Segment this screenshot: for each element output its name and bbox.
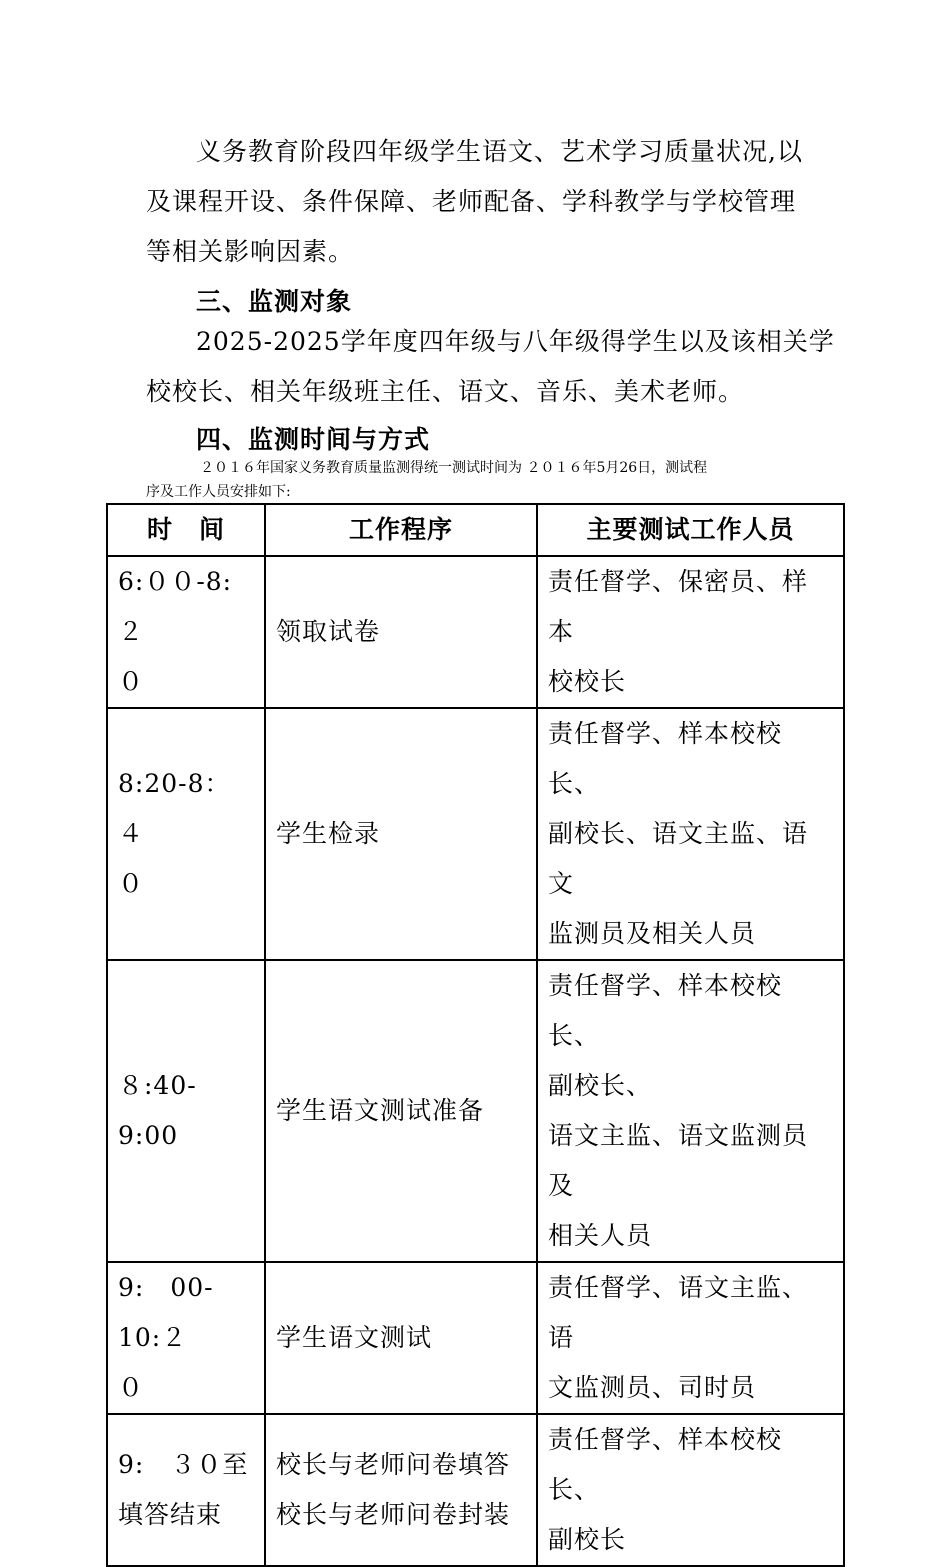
table-row [107, 1262, 844, 1414]
staff-text: 副校长、 [548, 1071, 653, 1100]
table-row [107, 960, 844, 1262]
procedure-text: 校长与老师问卷封装 [276, 1500, 511, 1529]
time-text: ０ [118, 667, 145, 696]
time-text: 9: 00-10:２ [118, 1273, 214, 1352]
scope-line-2: 及课程开设、条件保障、老师配备、学科教学与学校管理 [146, 187, 797, 216]
header-staff: 主要测试工作人员 [537, 504, 844, 556]
time-cell [107, 1414, 265, 1566]
staff-text: 监测员及相关人员 [548, 919, 757, 948]
time-text: ８:40-9:00 [118, 1071, 197, 1150]
staff-cell [537, 960, 844, 1262]
staff-text: 语文主监、语文监测员及 [548, 1121, 809, 1200]
header-time: 时 间 [107, 504, 265, 556]
procedure-text: 学生检录 [276, 819, 381, 848]
staff-cell [537, 1414, 844, 1566]
staff-text: 校校长 [548, 667, 627, 696]
time-text: 9: ３０至 [118, 1450, 249, 1479]
time-cell [107, 708, 265, 960]
scope-line-1: 义务教育阶段四年级学生语文、艺术学习质量状况,以 [196, 137, 803, 166]
staff-text: 责任督学、语文主监、语 [548, 1273, 809, 1352]
procedure-text: 领取试卷 [276, 617, 381, 646]
section-3-line-1: 2025-2025学年度四年级与八年级得学生以及该相关学 [196, 327, 835, 356]
procedure-text: 学生语文测试准备 [276, 1096, 485, 1125]
table-row [107, 556, 844, 708]
staff-cell [537, 556, 844, 708]
procedure-text: 校长与老师问卷填答 [276, 1450, 511, 1479]
time-text: 6:００-8:２ [118, 567, 233, 646]
time-text: 填答结束 [118, 1500, 223, 1529]
table-row [107, 708, 844, 960]
time-text: 8:20-8：４ [118, 769, 231, 848]
procedure-cell [265, 708, 537, 960]
table-row [107, 1414, 844, 1566]
time-cell [107, 960, 265, 1262]
procedure-cell [265, 556, 537, 708]
time-cell [107, 556, 265, 708]
staff-text: 责任督学、样本校校长、 [548, 1425, 783, 1504]
staff-text: 责任督学、样本校校长、 [548, 719, 783, 798]
time-text: ０ [118, 869, 145, 898]
staff-text: 副校长、语文主监、语文 [548, 819, 809, 898]
staff-text: 副校长 [548, 1525, 627, 1554]
staff-text: 责任督学、样本校校长、 [548, 971, 783, 1050]
table-header-row [107, 504, 844, 556]
procedure-cell [265, 1414, 537, 1566]
procedure-cell [265, 960, 537, 1262]
staff-cell [537, 708, 844, 960]
staff-text: 文监测员、司时员 [548, 1373, 757, 1402]
staff-text: 相关人员 [548, 1221, 653, 1250]
section-4-note-line-2: 序及工作人员安排如下: [146, 484, 291, 500]
section-4-note-line-1: ２０１６年国家义务教育质量监测得统一测试时间为 ２０１６年5月26日，测试程 [200, 460, 708, 476]
time-text: ０ [118, 1373, 145, 1402]
staff-text: 责任督学、保密员、样本 [548, 567, 809, 646]
section-3-heading: 三、监测对象 [196, 287, 353, 316]
procedure-text: 学生语文测试 [276, 1323, 433, 1352]
section-3-line-2: 校校长、相关年级班主任、语文、音乐、美术老师。 [146, 377, 745, 406]
scope-line-3: 等相关影响因素。 [146, 237, 355, 266]
section-4-heading: 四、监测时间与方式 [196, 425, 431, 454]
procedure-cell [265, 1262, 537, 1414]
header-procedure: 工作程序 [265, 504, 537, 556]
schedule-table [106, 503, 845, 1567]
staff-cell [537, 1262, 844, 1414]
time-cell [107, 1262, 265, 1414]
